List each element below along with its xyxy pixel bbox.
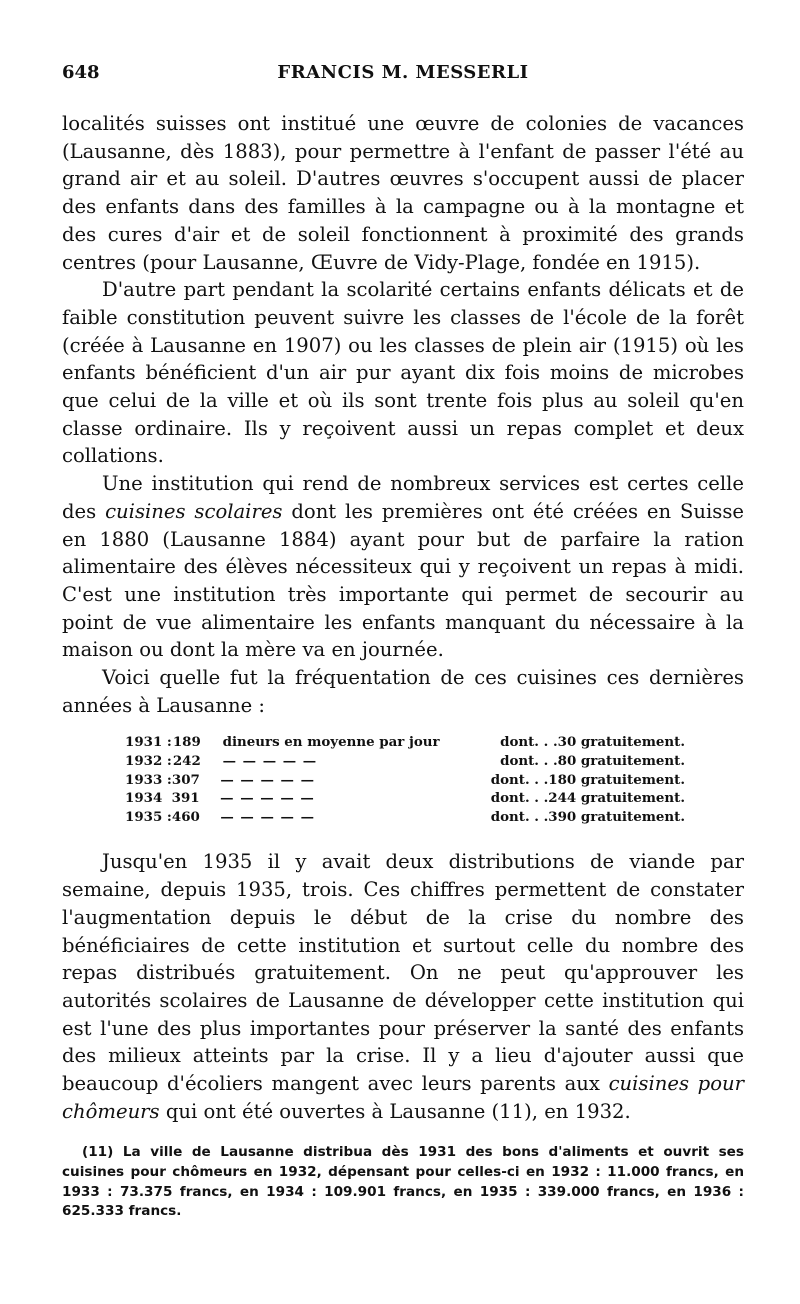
year-cell: 1931 : [125, 734, 172, 751]
attendance-table [125, 733, 685, 826]
table-row [125, 789, 685, 808]
paragraph-5-text-a: Jusqu'en 1935 il y avait deux distributions de viande par semaine, depuis 1935, trois. Ces chiffres permettent de constater l'augmentation depuis le début de la crise du nombre des bénéficiaires de cette institution et surtout celle du nombre des repas distribués gratuitement. On ne peut qu'approuver les autorités scolaires de Lausanne de développer cette institution qui est l'une des plus importantes pour préserver la santé des enfants des milieux atteints par la crise. Il y a lieu d'ajouter aussi que beaucoup d'écoliers mangent avec leurs parents aux [62, 850, 744, 1096]
free-meals-cell: 30 gratuitement. [557, 734, 685, 751]
table-row [125, 752, 685, 771]
free-meals-cell: 80 gratuitement. [557, 753, 685, 770]
count-cell: 460 [171, 808, 200, 825]
paragraph-1: localités suisses ont institué une œuvre de colonies de vacances (Lausanne, dès 1883), pour permettre à l'enfant de passer l'été au grand air et au soleil. D'autres œuvres s'occupent aussi de placer des enfants dans des familles à la campagne ou à la montagne et des cures d'air et de soleil fonctionnent à proximité des grands centres (pour Lausanne, Œuvre de Vidy-Plage, fondée en 1915). [62, 112, 744, 274]
footnote [62, 1143, 744, 1221]
ditto-cell: — — — — — [222, 753, 318, 770]
free-meals-cell: 180 gratuitement. [548, 771, 685, 788]
paragraph-4: Voici quelle fut la fréquentation de ces cuisines ces dernières années à Lausanne : [62, 666, 744, 717]
paragraph-3-italic: cuisines scolaires [105, 499, 283, 523]
ditto-cell: — — — — — [220, 771, 315, 788]
paragraph-5 [62, 848, 744, 1125]
paragraph-3-text-a: Une institution qui rend de nombreux services est certes celle des [62, 472, 744, 523]
count-cell: 189 [172, 734, 201, 751]
body-text [62, 110, 744, 1125]
year-cell: 1935 : [125, 808, 172, 825]
table-row [125, 733, 685, 752]
footnote-text: (11) La ville de Lausanne distribua dès 1931 des bons d'aliments et ouvrit ses cuisines pour chômeurs en 1932, dépensant pour celles-ci en 1932 : 11.000 francs, en 1933 : 73.375 francs, en 1934 : 109.901 francs, en 1935 : 339.000 francs, en 1936 : 625.333 francs. [62, 1144, 744, 1220]
free-meals-cell: 390 gratuitement. [548, 808, 685, 825]
paragraph-5-italic: cuisines pour chômeurs [62, 1072, 744, 1123]
dont-cell: dont. . . [490, 808, 549, 825]
book-page [62, 62, 744, 1222]
dont-cell: dont. . . [490, 790, 549, 807]
paragraph-5-text-b: qui ont été ouvertes à Lausanne (11), en 1932. [159, 1099, 631, 1123]
count-cell: 391 [171, 790, 200, 807]
dont-cell: dont. . . [490, 771, 549, 788]
year-cell: 1932 : [125, 753, 172, 770]
page-number: 648 [62, 62, 100, 83]
count-cell: 307 [171, 771, 200, 788]
page-header [62, 62, 744, 88]
year-cell: 1933 : [125, 771, 172, 788]
paragraph-2: D'autre part pendant la scolarité certains enfants délicats et de faible constitution peuvent suivre les classes de l'école de la forêt (créée à Lausanne en 1907) ou les classes de plein air (1915) où les enfants bénéficient d'un air pur ayant dix fois moins de microbes que celui de la ville et où ils sont trente fois plus au soleil qu'en classe ordinaire. Ils y reçoivent aussi un repas complet et deux collations. [62, 278, 744, 468]
paragraph-3 [62, 470, 744, 664]
ditto-cell: — — — — — [220, 808, 315, 825]
description-cell: dineurs en moyenne par jour [222, 734, 440, 751]
running-head: FRANCIS M. MESSERLI [277, 62, 529, 83]
count-cell: 242 [172, 753, 201, 770]
dont-cell: dont. . . [500, 753, 558, 770]
ditto-cell: — — — — — [220, 790, 315, 807]
free-meals-cell: 244 gratuitement. [548, 790, 685, 807]
table-row [125, 771, 685, 790]
table-row [125, 808, 685, 827]
paragraph-3-text-b: dont les premières ont été créées en Suisse en 1880 (Lausanne 1884) ayant pour but de parfaire la ration alimentaire des élèves nécessiteux qui y reçoivent un repas à midi. C'est une institution très importante qui permet de secourir au point de vue alimentaire les enfants manquant du nécessaire à la maison ou dont la mère va en journée. [62, 499, 744, 662]
year-cell: 1934 [125, 790, 163, 807]
dont-cell: dont. . . [500, 734, 558, 751]
